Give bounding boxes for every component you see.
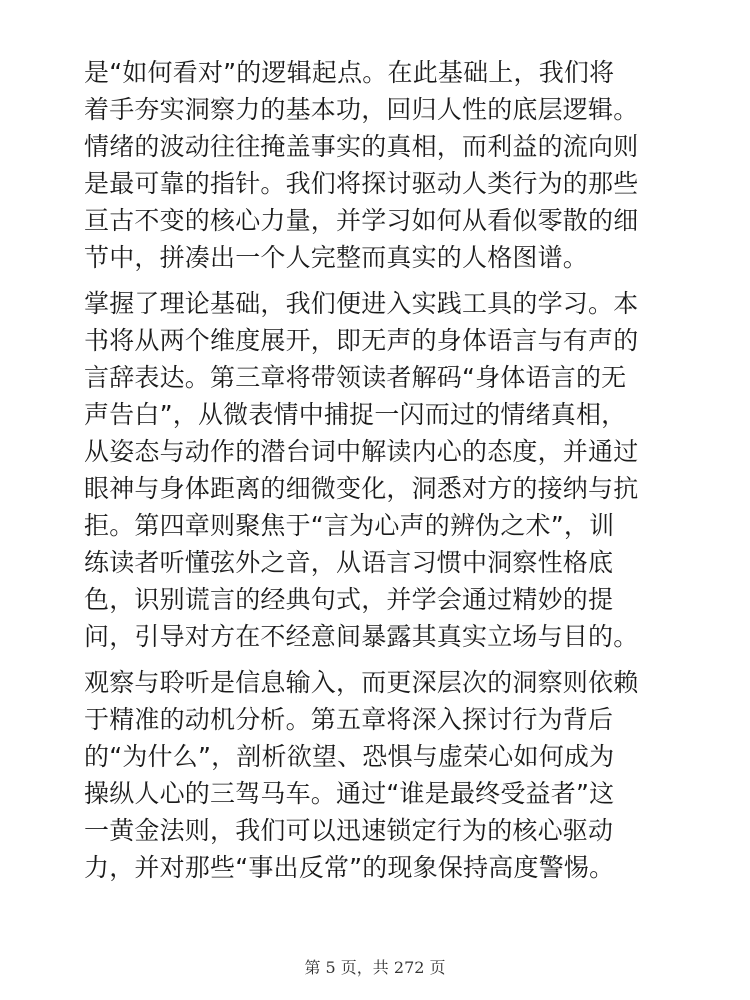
page-number-footer: 第 5 页，共 272 页	[304, 958, 446, 977]
text-line: 操纵人心的三驾马车。通过“谁是最终受益者”这	[84, 779, 615, 808]
paragraph-3	[84, 664, 684, 886]
document-body	[84, 54, 684, 895]
text-line: 节中，拼凑出一个人完整而真实的人格图谱。	[84, 243, 589, 272]
text-line: 练读者听懂弦外之音，从语言习惯中洞察性格底	[84, 548, 614, 577]
paragraph-2	[84, 285, 684, 655]
text-line: 于精准的动机分析。第五章将深入探讨行为背后	[84, 705, 614, 734]
text-line: 一黄金法则，我们可以迅速锁定行为的核心驱动	[84, 816, 614, 845]
text-line: 问，引导对方在不经意间暴露其真实立场与目的。	[84, 622, 639, 651]
text-line: 眼神与身体距离的细微变化，洞悉对方的接纳与抗	[84, 474, 639, 503]
paragraph-1	[84, 54, 684, 276]
text-line: 着手夯实洞察力的基本功，回归人性的底层逻辑。	[84, 95, 639, 124]
text-line: 是最可靠的指针。我们将探讨驱动人类行为的那些	[84, 169, 639, 198]
text-line: 书将从两个维度展开，即无声的身体语言与有声的	[84, 326, 639, 355]
text-line: 观察与聆听是信息输入，而更深层次的洞察则依赖	[84, 668, 639, 697]
text-line: 掌握了理论基础，我们便进入实践工具的学习。本	[84, 289, 639, 318]
text-line: 言辞表达。第三章将带领读者解码“身体语言的无	[84, 363, 627, 392]
text-line: 亘古不变的核心力量，并学习如何从看似零散的细	[84, 206, 639, 235]
text-line: 声告白”，从微表情中捕捉一闪而过的情绪真相，	[84, 400, 627, 429]
text-line: 情绪的波动往往掩盖事实的真相，而利益的流向则	[84, 132, 639, 161]
text-line: 色，识别谎言的经典句式，并学会通过精妙的提	[84, 585, 614, 614]
text-line: 从姿态与动作的潜台词中解读内心的态度，并通过	[84, 437, 639, 466]
text-line: 的“为什么”，剖析欲望、恐惧与虚荣心如何成为	[84, 742, 615, 771]
text-line: 是“如何看对”的逻辑起点。在此基础上，我们将	[84, 58, 615, 87]
text-line: 拒。第四章则聚焦于“言为心声的辨伪之术”，训	[84, 511, 615, 540]
text-line: 力，并对那些“事出反常”的现象保持高度警惕。	[84, 853, 615, 882]
